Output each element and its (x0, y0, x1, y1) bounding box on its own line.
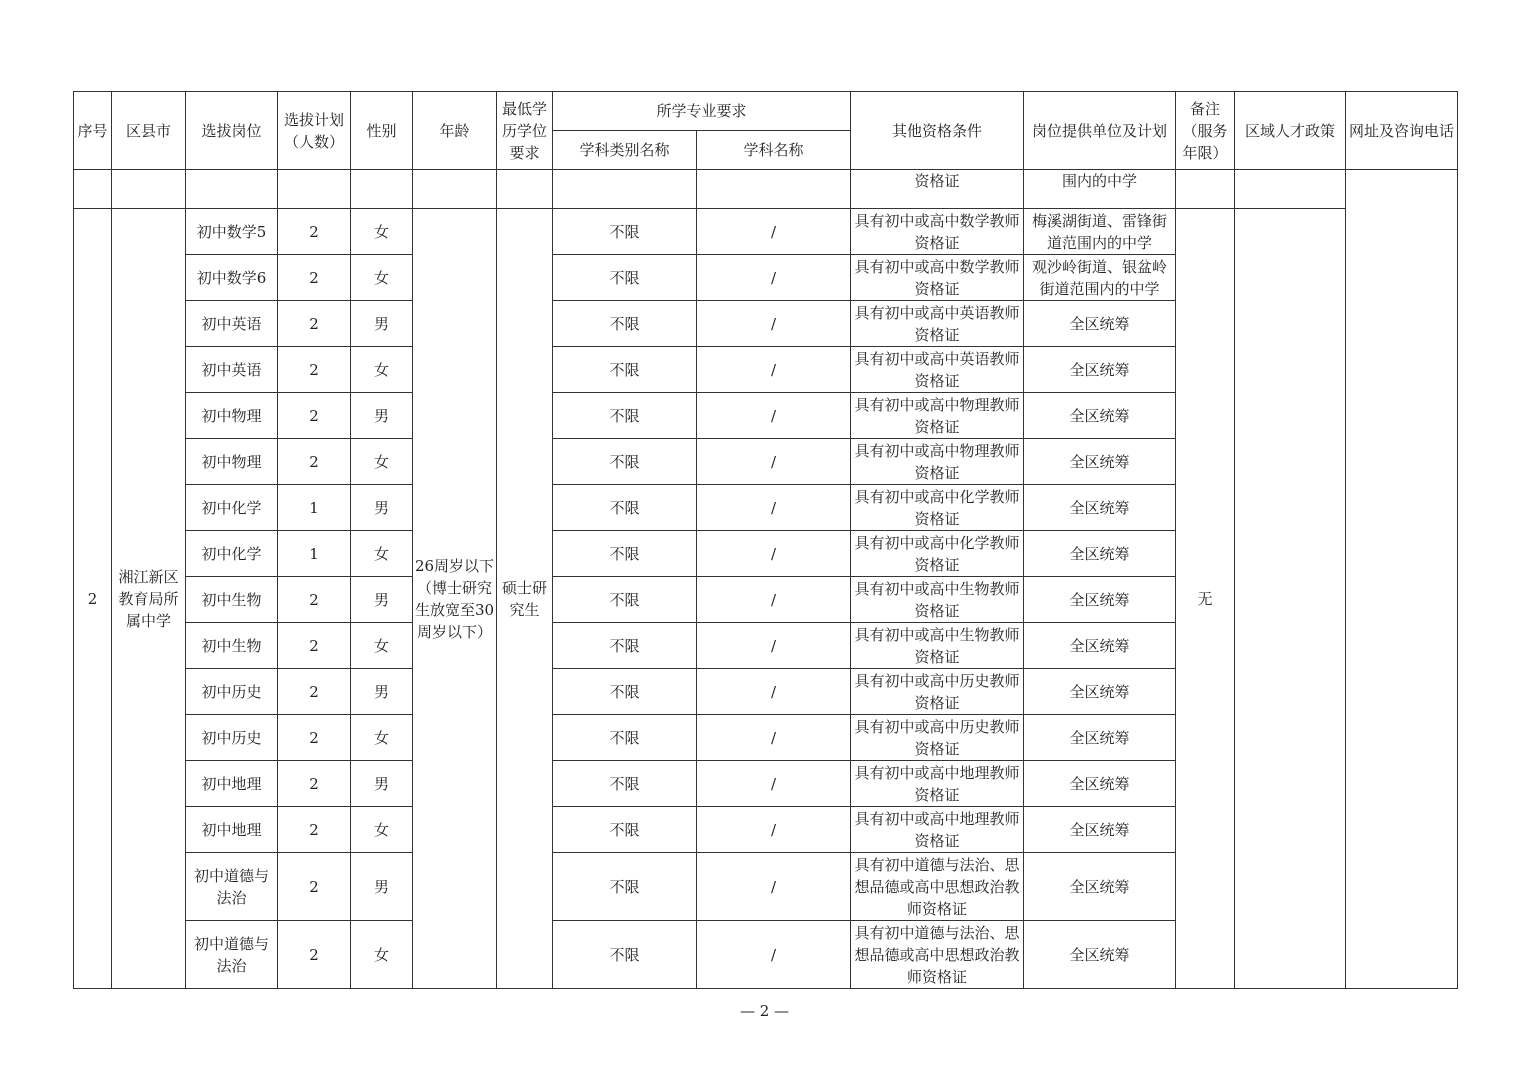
position-cell: 初中生物 (186, 623, 278, 669)
header-unit-plan: 岗位提供单位及计划 (1024, 92, 1176, 170)
min-edu-cell: 硕士研究生 (497, 209, 553, 989)
position-cell: 初中物理 (186, 393, 278, 439)
subject-name-cell: / (697, 761, 851, 807)
header-other-qual: 其他资格条件 (851, 92, 1024, 170)
position-cell: 初中地理 (186, 807, 278, 853)
unit-cell: 全区统筹 (1024, 301, 1176, 347)
plan-cell: 2 (278, 807, 351, 853)
header-gender: 性别 (351, 92, 413, 170)
subject-name-cell: / (697, 209, 851, 255)
qual-cell: 具有初中道德与法治、思想品德或高中思想政治教师资格证 (851, 921, 1024, 989)
unit-cell: 全区统筹 (1024, 715, 1176, 761)
subject-name-cell: / (697, 807, 851, 853)
position-cell: 初中英语 (186, 301, 278, 347)
cont-cell (413, 170, 497, 209)
qual-cell: 具有初中或高中数学教师资格证 (851, 209, 1024, 255)
plan-cell: 2 (278, 301, 351, 347)
qual-cell: 具有初中或高中物理教师资格证 (851, 393, 1024, 439)
header-subject-name: 学科名称 (697, 131, 851, 170)
plan-cell: 1 (278, 485, 351, 531)
header-talent-policy: 区域人才政策 (1235, 92, 1346, 170)
header-row (74, 92, 1458, 131)
plan-cell: 2 (278, 439, 351, 485)
gender-cell: 女 (351, 255, 413, 301)
gender-cell: 男 (351, 853, 413, 921)
gender-cell: 女 (351, 347, 413, 393)
header-seq: 序号 (74, 92, 112, 170)
gender-cell: 男 (351, 761, 413, 807)
remark-cell: 无 (1176, 209, 1235, 989)
subject-name-cell: / (697, 347, 851, 393)
cont-cell (112, 170, 186, 209)
gender-cell: 男 (351, 669, 413, 715)
subject-category-cell: 不限 (553, 921, 697, 989)
gender-cell: 女 (351, 807, 413, 853)
table-row (74, 209, 1458, 255)
subject-name-cell: / (697, 623, 851, 669)
subject-name-cell: / (697, 439, 851, 485)
unit-cell: 全区统筹 (1024, 347, 1176, 393)
qual-cell: 具有初中或高中生物教师资格证 (851, 577, 1024, 623)
position-cell: 初中道德与法治 (186, 853, 278, 921)
subject-category-cell: 不限 (553, 761, 697, 807)
qual-cell: 具有初中或高中地理教师资格证 (851, 761, 1024, 807)
plan-cell: 2 (278, 761, 351, 807)
cont-cell (1176, 170, 1235, 209)
cont-cell (697, 170, 851, 209)
header-age: 年龄 (413, 92, 497, 170)
unit-cell: 全区统筹 (1024, 531, 1176, 577)
qual-cell: 具有初中或高中生物教师资格证 (851, 623, 1024, 669)
cont-unit: 围内的中学 (1024, 170, 1176, 209)
header-contact: 网址及咨询电话 (1346, 92, 1458, 170)
subject-category-cell: 不限 (553, 807, 697, 853)
gender-cell: 男 (351, 301, 413, 347)
subject-name-cell: / (697, 485, 851, 531)
plan-cell: 2 (278, 623, 351, 669)
gender-cell: 男 (351, 485, 413, 531)
subject-category-cell: 不限 (553, 209, 697, 255)
header-min-edu: 最低学历学位要求 (497, 92, 553, 170)
qual-cell: 具有初中或高中英语教师资格证 (851, 347, 1024, 393)
gender-cell: 女 (351, 715, 413, 761)
continuation-row (74, 170, 1458, 209)
cont-cell (186, 170, 278, 209)
gender-cell: 女 (351, 623, 413, 669)
subject-category-cell: 不限 (553, 623, 697, 669)
subject-category-cell: 不限 (553, 669, 697, 715)
subject-name-cell: / (697, 393, 851, 439)
qual-cell: 具有初中或高中历史教师资格证 (851, 715, 1024, 761)
plan-cell: 2 (278, 921, 351, 989)
qual-cell: 具有初中或高中历史教师资格证 (851, 669, 1024, 715)
subject-name-cell: / (697, 577, 851, 623)
subject-name-cell: / (697, 531, 851, 577)
unit-cell: 全区统筹 (1024, 393, 1176, 439)
position-cell: 初中地理 (186, 761, 278, 807)
plan-cell: 2 (278, 853, 351, 921)
cont-cell (553, 170, 697, 209)
subject-category-cell: 不限 (553, 255, 697, 301)
qual-cell: 具有初中或高中英语教师资格证 (851, 301, 1024, 347)
plan-cell: 2 (278, 669, 351, 715)
cont-cell (74, 170, 112, 209)
position-cell: 初中数学5 (186, 209, 278, 255)
plan-cell: 2 (278, 347, 351, 393)
cont-cell (351, 170, 413, 209)
subject-category-cell: 不限 (553, 715, 697, 761)
subject-category-cell: 不限 (553, 439, 697, 485)
position-cell: 初中数学6 (186, 255, 278, 301)
district-cell: 湘江新区教育局所属中学 (112, 209, 186, 989)
unit-cell: 全区统筹 (1024, 921, 1176, 989)
unit-cell: 全区统筹 (1024, 853, 1176, 921)
unit-cell: 全区统筹 (1024, 761, 1176, 807)
gender-cell: 女 (351, 209, 413, 255)
position-cell: 初中化学 (186, 485, 278, 531)
position-cell: 初中道德与法治 (186, 921, 278, 989)
recruitment-table (73, 91, 1458, 989)
header-subject-category: 学科类别名称 (553, 131, 697, 170)
gender-cell: 男 (351, 393, 413, 439)
subject-category-cell: 不限 (553, 531, 697, 577)
contact-cell (1346, 170, 1458, 989)
subject-name-cell: / (697, 255, 851, 301)
subject-category-cell: 不限 (553, 301, 697, 347)
cont-qual: 资格证 (851, 170, 1024, 209)
unit-cell: 全区统筹 (1024, 623, 1176, 669)
subject-name-cell: / (697, 669, 851, 715)
plan-cell: 2 (278, 577, 351, 623)
position-cell: 初中英语 (186, 347, 278, 393)
subject-category-cell: 不限 (553, 853, 697, 921)
position-cell: 初中历史 (186, 669, 278, 715)
unit-cell: 全区统筹 (1024, 439, 1176, 485)
unit-cell: 全区统筹 (1024, 807, 1176, 853)
position-cell: 初中物理 (186, 439, 278, 485)
plan-cell: 2 (278, 715, 351, 761)
subject-category-cell: 不限 (553, 347, 697, 393)
header-plan: 选拔计划（人数） (278, 92, 351, 170)
gender-cell: 女 (351, 921, 413, 989)
subject-category-cell: 不限 (553, 485, 697, 531)
unit-cell: 全区统筹 (1024, 485, 1176, 531)
cont-cell (497, 170, 553, 209)
subject-name-cell: / (697, 921, 851, 989)
unit-cell: 全区统筹 (1024, 577, 1176, 623)
plan-cell: 1 (278, 531, 351, 577)
qual-cell: 具有初中或高中化学教师资格证 (851, 531, 1024, 577)
header-position: 选拔岗位 (186, 92, 278, 170)
age-cell: 26周岁以下（博士研究生放宽至30周岁以下） (413, 209, 497, 989)
position-cell: 初中历史 (186, 715, 278, 761)
plan-cell: 2 (278, 255, 351, 301)
position-cell: 初中化学 (186, 531, 278, 577)
subject-category-cell: 不限 (553, 577, 697, 623)
gender-cell: 女 (351, 439, 413, 485)
plan-cell: 2 (278, 393, 351, 439)
cont-cell (1235, 170, 1346, 209)
plan-cell: 2 (278, 209, 351, 255)
header-remark: 备注（服务年限） (1176, 92, 1235, 170)
unit-cell: 观沙岭街道、银盆岭街道范围内的中学 (1024, 255, 1176, 301)
talent-policy-cell (1235, 209, 1346, 989)
qual-cell: 具有初中或高中化学教师资格证 (851, 485, 1024, 531)
subject-name-cell: / (697, 715, 851, 761)
gender-cell: 女 (351, 531, 413, 577)
header-major-req: 所学专业要求 (553, 92, 851, 131)
unit-cell: 全区统筹 (1024, 669, 1176, 715)
subject-name-cell: / (697, 853, 851, 921)
position-cell: 初中生物 (186, 577, 278, 623)
gender-cell: 男 (351, 577, 413, 623)
page-number: — 2 — (739, 1002, 790, 1020)
cont-cell (278, 170, 351, 209)
subject-name-cell: / (697, 301, 851, 347)
seq-cell: 2 (74, 209, 112, 989)
qual-cell: 具有初中或高中物理教师资格证 (851, 439, 1024, 485)
header-district: 区县市 (112, 92, 186, 170)
unit-cell: 梅溪湖街道、雷锋街道范围内的中学 (1024, 209, 1176, 255)
qual-cell: 具有初中或高中数学教师资格证 (851, 255, 1024, 301)
qual-cell: 具有初中或高中地理教师资格证 (851, 807, 1024, 853)
qual-cell: 具有初中道德与法治、思想品德或高中思想政治教师资格证 (851, 853, 1024, 921)
subject-category-cell: 不限 (553, 393, 697, 439)
